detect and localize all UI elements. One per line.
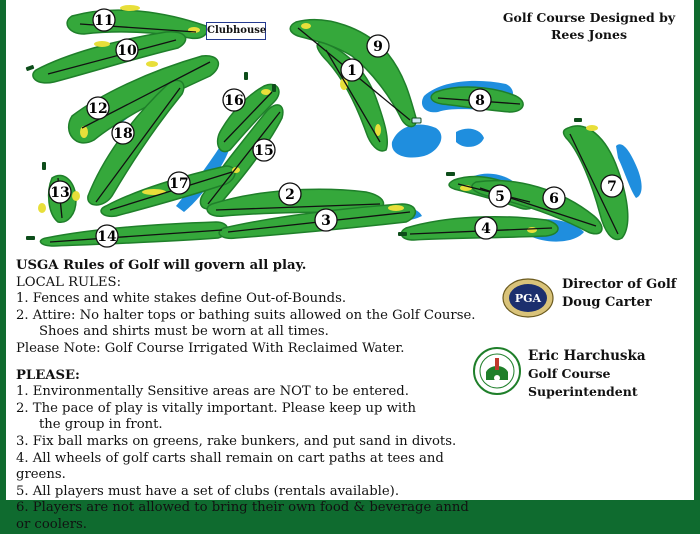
- director-name: Doug Carter: [562, 295, 652, 310]
- superintendent-block: [528, 347, 694, 401]
- please-rule-3: 3. Fix ball marks on greens, rake bunkers, and put sand in divots.: [16, 433, 457, 449]
- superintendent-title: Golf Course Superintendent: [528, 366, 638, 399]
- hole-number-text: 9: [373, 39, 383, 55]
- water-hazard: [456, 129, 484, 147]
- please-rule-6: 6. Players are not allowed to bring their own food & beverage annd or coolers.: [16, 500, 469, 532]
- hole-number-18: [112, 122, 134, 144]
- hole-number-12: [87, 97, 109, 119]
- please-rule-1: 1. Environmentally Sensitive areas are NOT to be entered.: [16, 384, 409, 400]
- hole-number-8: [469, 89, 491, 111]
- designer-credit: [494, 9, 684, 43]
- pga-logo: [502, 278, 554, 318]
- tee-marker: [398, 232, 407, 236]
- hole-number-4: [475, 217, 497, 239]
- hole-number-11: [93, 9, 115, 31]
- hole-number-text: 12: [88, 101, 108, 117]
- hole-number-text: 14: [97, 229, 117, 245]
- irrigation-note: Please Note: Golf Course Irrigated With Reclaimed Water.: [16, 340, 405, 356]
- tee-marker: [446, 172, 455, 176]
- bunker: [388, 205, 404, 211]
- scorecard-page: [6, 0, 694, 532]
- hole-number-text: 13: [50, 185, 70, 201]
- hole-number-text: 11: [94, 13, 114, 29]
- please-rule-4: 4. All wheels of golf carts shall remain on cart paths at tees and greens.: [16, 450, 444, 483]
- please-heading: PLEASE:: [16, 367, 80, 383]
- tee-marker: [42, 162, 46, 170]
- hole-number-text: 15: [254, 143, 274, 159]
- hole-number-text: 18: [113, 126, 133, 142]
- hole-number-6: [543, 187, 565, 209]
- hole-number-5: [489, 185, 511, 207]
- pga-logo-text: PGA: [514, 292, 542, 305]
- please-rule-2: 2. The pace of play is vitally important. Please keep up with: [16, 400, 416, 416]
- hole-number-2: [279, 183, 301, 205]
- hole-number-text: 7: [607, 179, 617, 195]
- local-rule-2: 2. Attire: No halter tops or bathing suits allowed on the Golf Course.: [16, 307, 476, 323]
- hole-number-text: 10: [117, 43, 137, 59]
- hole-number-3: [315, 209, 337, 231]
- director-block: [562, 276, 676, 312]
- hole-number-16: [223, 89, 245, 111]
- tee-marker: [244, 72, 248, 80]
- hole-number-13: [49, 181, 71, 203]
- tee-marker: [272, 84, 276, 92]
- clubhouse-label: Clubhouse: [206, 22, 266, 40]
- bunker: [527, 227, 537, 233]
- tee-marker: [574, 118, 582, 122]
- local-rule-1: 1. Fences and white stakes define Out-of-Bounds.: [16, 291, 347, 307]
- hole-number-1: [341, 59, 363, 81]
- please-rule-2-cont: the group in front.: [39, 417, 163, 433]
- hole-number-text: 5: [495, 189, 505, 205]
- hole-number-text: 6: [549, 191, 559, 207]
- superintendent-name: Eric Harchuska: [528, 348, 646, 364]
- tee-marker: [26, 65, 35, 71]
- bunker: [94, 41, 110, 47]
- fairway-14: [40, 222, 227, 246]
- hole-number-15: [253, 139, 275, 161]
- hole-number-14: [96, 225, 118, 247]
- hole-number-text: 4: [481, 221, 491, 237]
- water-hazard: [392, 124, 442, 157]
- hole-number-10: [116, 39, 138, 61]
- usga-rule: USGA Rules of Golf will govern all play.: [16, 258, 307, 273]
- gcsaa-logo: [472, 346, 522, 396]
- bunker: [38, 203, 46, 213]
- hole-number-7: [601, 175, 623, 197]
- hole-number-text: 3: [321, 213, 331, 229]
- hole-number-9: [367, 35, 389, 57]
- bunker: [301, 23, 311, 29]
- local-rule-2-cont: Shoes and shirts must be worn at all times.: [39, 324, 329, 340]
- hole-number-text: 16: [224, 93, 244, 109]
- hole-number-text: 17: [169, 176, 189, 192]
- hole-number-text: 2: [285, 187, 295, 203]
- hole-number-text: 8: [475, 93, 485, 109]
- bunker: [120, 5, 140, 11]
- hole-number-17: [168, 172, 190, 194]
- bunker: [146, 61, 158, 67]
- director-title: Director of Golf: [562, 277, 677, 292]
- local-rules-heading: LOCAL RULES:: [16, 274, 122, 290]
- bunker: [72, 191, 80, 201]
- designer-line-2: Rees Jones: [550, 27, 627, 42]
- bunker: [80, 126, 88, 138]
- tee-marker: [412, 118, 421, 123]
- please-rule-5: 5. All players must have a set of clubs (rentals available).: [16, 483, 400, 499]
- hole-number-text: 1: [347, 63, 357, 79]
- rules-section: [16, 258, 486, 534]
- tee-marker: [26, 236, 35, 240]
- designer-line-1: Golf Course Designed by: [502, 10, 676, 25]
- bunker: [586, 125, 598, 131]
